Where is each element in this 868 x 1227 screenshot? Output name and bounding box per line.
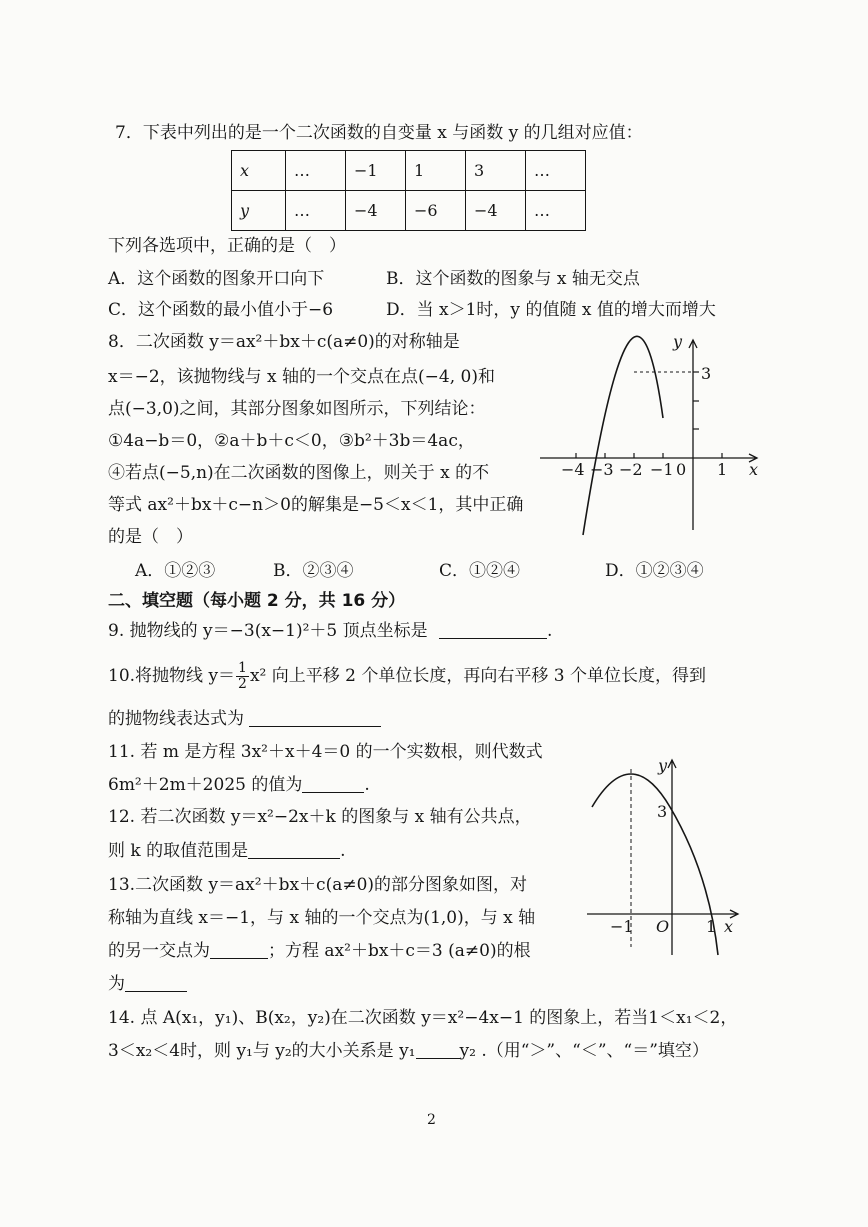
q8-line-4: ①4a−b＝0，②a＋b＋c＜0，③b²＋3b＝4ac， [108,431,475,451]
q7-option-a: A．这个函数的图象开口向下 [108,269,325,289]
q7-option-b: B．这个函数的图象与 x 轴无交点 [386,269,640,289]
q8-line-5: ④若点(−5,n)在二次函数的图像上，则关于 x 的不 [108,463,490,483]
q7-option-c: C．这个函数的最小值小于−6 [108,300,334,320]
q12-end: . [340,841,346,861]
q8-option-b: B．②③④ [273,561,354,581]
max-value-label: 3 [701,364,712,383]
tick-label-pos: 1 [706,917,717,936]
q9-line [108,620,552,642]
q11-end: . [364,775,370,795]
q9-answer-blank[interactable] [439,622,547,639]
table-cell: −6 [406,191,466,231]
q14-line-2 [108,1040,709,1062]
parabola-curve [583,336,663,535]
q11-line-2 [108,774,370,796]
q13-line-1: 13.二次函数 y＝ax²＋bx＋c(a≠0)的部分图象如图，对 [108,875,528,895]
q10-post: x² 向上平移 2 个单位长度，再向右平移 3 个单位长度，得到 [249,666,707,686]
q14-line-1: 14. 点 A(x₁，y₁)、B(x₂，y₂)在二次函数 y＝x²−4x−1 的图象上，若当1＜x₁＜2， [108,1008,738,1028]
table-cell: 1 [406,151,466,191]
table-cell: −4 [346,191,406,231]
q8-option-c: C．①②④ [439,561,521,581]
q10-fraction-num: 1 [238,660,247,676]
table-cell: −4 [466,191,526,231]
q13-line-2: 称轴为直线 x＝−1，与 x 轴的一个交点为(1,0)，与 x 轴 [108,908,536,928]
q7-prompt: 下列各选项中，正确的是（ ） [108,236,346,256]
tick-label: −4 [561,460,585,479]
q13-parabola-graph [582,755,752,960]
q8-line-2: x＝−2，该抛物线与 x 轴的一个交点在点(−4, 0)和 [108,367,495,387]
q8-line-1: 8．二次函数 y＝ax²＋bx＋c(a≠0)的对称轴是 [108,332,460,352]
q8-option-a: A．①②③ [135,561,216,581]
q13-answer-blank-2[interactable] [125,975,187,992]
table-cell: … [286,191,346,231]
q13-line-4-text: 为 [108,974,125,994]
q14-line-2a: 3＜x₂＜4时，则 y₁与 y₂的大小关系是 y₁ [108,1041,416,1061]
q9-end: . [547,621,553,641]
table-cell: −1 [346,151,406,191]
q10-line-1 [108,661,706,692]
origin-label: O [656,917,670,936]
q10-line-2 [108,708,381,730]
q10-fraction-den: 2 [238,676,247,692]
table-row [232,151,586,191]
q8-line-6: 等式 ax²＋bx＋c−n＞0的解集是−5＜x＜1，其中正确 [108,495,524,515]
value-table [231,150,586,231]
x-axis-label: x [749,460,759,479]
tick-label-neg: −1 [610,917,634,936]
q9-text: 9. 抛物线的 y＝−3(x−1)²＋5 顶点坐标是 [108,621,428,641]
tick-label: −2 [619,460,643,479]
tick-label: 1 [717,460,728,479]
q11-answer-blank[interactable] [302,776,364,793]
table-cell: x [232,151,286,191]
table-cell: … [526,191,586,231]
q14-line-2b: y₂ .（用“＞”、“＜”、“＝”填空） [459,1041,709,1061]
table-cell: … [286,151,346,191]
q10-fraction [236,661,249,692]
q12-line-1: 12. 若二次函数 y＝x²−2x＋k 的图象与 x 轴有公共点， [108,807,532,827]
y-intercept-label: 3 [657,802,668,821]
q8-parabola-graph [535,325,775,540]
table-row [232,191,586,231]
table-cell: … [526,151,586,191]
section-heading: 二、填空题（每小题 2 分，共 16 分） [108,591,406,611]
q13-line-3a: 的另一交点为 [108,941,210,961]
tick-label: 0 [676,460,687,479]
q13-answer-blank-1[interactable] [210,942,268,959]
y-axis-label: y [658,756,668,775]
q8-option-d: D．①②③④ [605,561,704,581]
q13-line-3 [108,940,531,962]
q12-line-2-text: 则 k 的取值范围是 [108,841,249,861]
table-cell: y [232,191,286,231]
q10-pre: 10.将抛物线 y＝ [108,666,236,686]
y-axis-label: y [673,332,683,351]
q8-line-3: 点(−3,0)之间，其部分图象如图所示，下列结论： [108,399,486,419]
q10-answer-blank[interactable] [249,710,381,727]
table-cell: 3 [466,151,526,191]
q13-line-3b: ；方程 ax²＋bx＋c＝3 (a≠0)的根 [268,941,531,961]
q11-line-1: 11. 若 m 是方程 3x²＋x＋4＝0 的一个实数根，则代数式 [108,742,543,762]
tick-label: −1 [650,460,674,479]
q7-stem: 7．下表中列出的是一个二次函数的自变量 x 与函数 y 的几组对应值： [115,123,643,143]
q11-line-2-text: 6m²＋2m＋2025 的值为 [108,775,303,795]
q13-line-4 [108,973,187,995]
tick-label: −3 [590,460,614,479]
x-axis-label: x [724,917,734,936]
q12-line-2 [108,840,346,862]
q14-answer-blank[interactable] [416,1042,460,1059]
q8-line-7: 的是（ ） [108,527,193,547]
page-number: 2 [427,1112,436,1128]
q12-answer-blank[interactable] [248,842,340,859]
q10-line-2-text: 的抛物线表达式为 [108,709,244,729]
q7-option-d: D．当 x＞1时，y 的值随 x 值的增大而增大 [386,300,716,320]
